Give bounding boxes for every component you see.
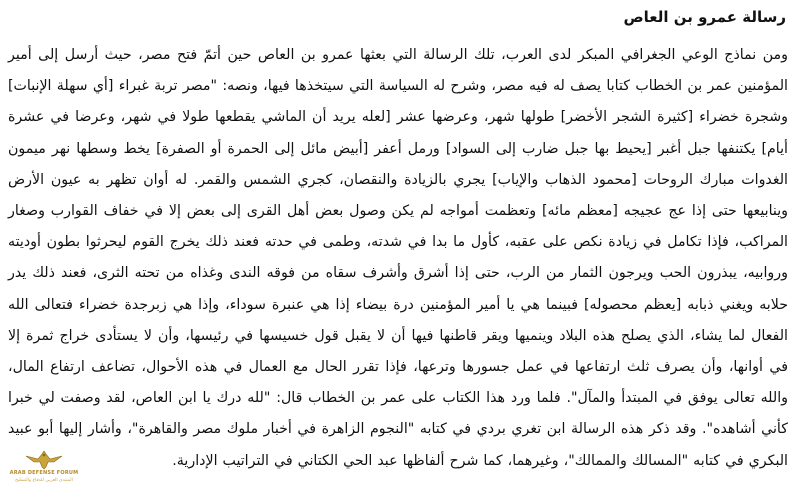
eagle-logo-icon [24,448,64,470]
watermark-subtitle: المنتدى العربي للدفاع والتسليح [15,478,73,483]
forum-watermark [4,448,84,490]
watermark-name: ARAB DEFENSE FORUM [9,470,79,476]
document-title: رسالة عمرو بن العاص [623,8,786,26]
document-body: ومن نماذج الوعي الجغرافي المبكر لدى العرب، تلك الرسالة التي بعثها عمرو بن العاص حين أتمّ فتح مصر، حيث أرسل إلى أمير المؤمنين عمر بن الخطاب كتابا يصف له فيه مصر، وشرح له السياسة التي سيتخذها فيها، ونصه: "مصر تربة غبراء [أي سهلة الإنبات] وشجرة خضراء [كثيرة الشجر الأخضر] طولها شهر، وعرضها عشر [لعله يريد أن الماشي يقطعها طولا في شهر، وعرضا في عشرة أيام] يكتنفها جبل أغبر [يحيط بها جبل ضارب إلى السواد] ورمل أعفر [أبيض مائل إلى الحمرة أو الصفرة] يخط وسطها نهر ميمون الغدوات مبارك الروحات [محمود الذهاب والإياب] يجري بالزيادة والنقصان، كجري الشمس والقمر. له أوان تظهر به عيون الأرض وينابيعها حتى إذا عج عجيجه [معظم مائه] وتعظمت أمواجه لم يكن وصول بعض أهل القرى إلى بعض إلا في خفاف القوارب وصغار المراكب، فإذا تكامل في زيادة نكص على عقبه، كأول ما بدا في شدته، وطمى في حدته فعند ذلك يخرج القوم ليحرثوا بطون أوديته وروابيه، يبذرون الحب ويرجون الثمار من الرب، حتى إذا أشرق وأشرف سقاه من فوقه الندى وغذاه من تحته الثرى، فعند ذلك يدر حلابه ويغني ذبابه [يعظم محصوله] فبينما هي يا أمير المؤمنين درة بيضاء إذا هي عنبرة سوداء، وإذا هي زبرجدة خضراء فتعالى الله الفعال لما يشاء، الذي يصلح هذه البلاد وينميها ويقر قاطنها فيها أن لا يقبل قول خسيسها في رئيسها، وأن لا يستأدى خراج ثمرة إلا في أوانها، وأن يصرف ثلث ارتفاعها في عمل جسورها وترعها، فإذا تقرر الحال مع العمال في هذه الأحوال، تضاعف ارتفاع المال، والله تعالى يوفق في المبتدأ والمآل". فلما ورد هذا الكتاب على عمر بن الخطاب قال: "لله درك يا ابن العاص، لقد وصفت لي خبرا كأني أشاهده". وقد ذكر هذه الرسالة ابن تغري بردي في كتابه "النجوم الزاهرة في أخبار ملوك مصر والقاهرة"، وأشار إليها أبو عبيد البكري في كتابه "المسالك والممالك"، وغيرهما، كما شرح ألفاظها عبد الحي الكتاني في التراتيب الإدارية. [8,47,788,469]
